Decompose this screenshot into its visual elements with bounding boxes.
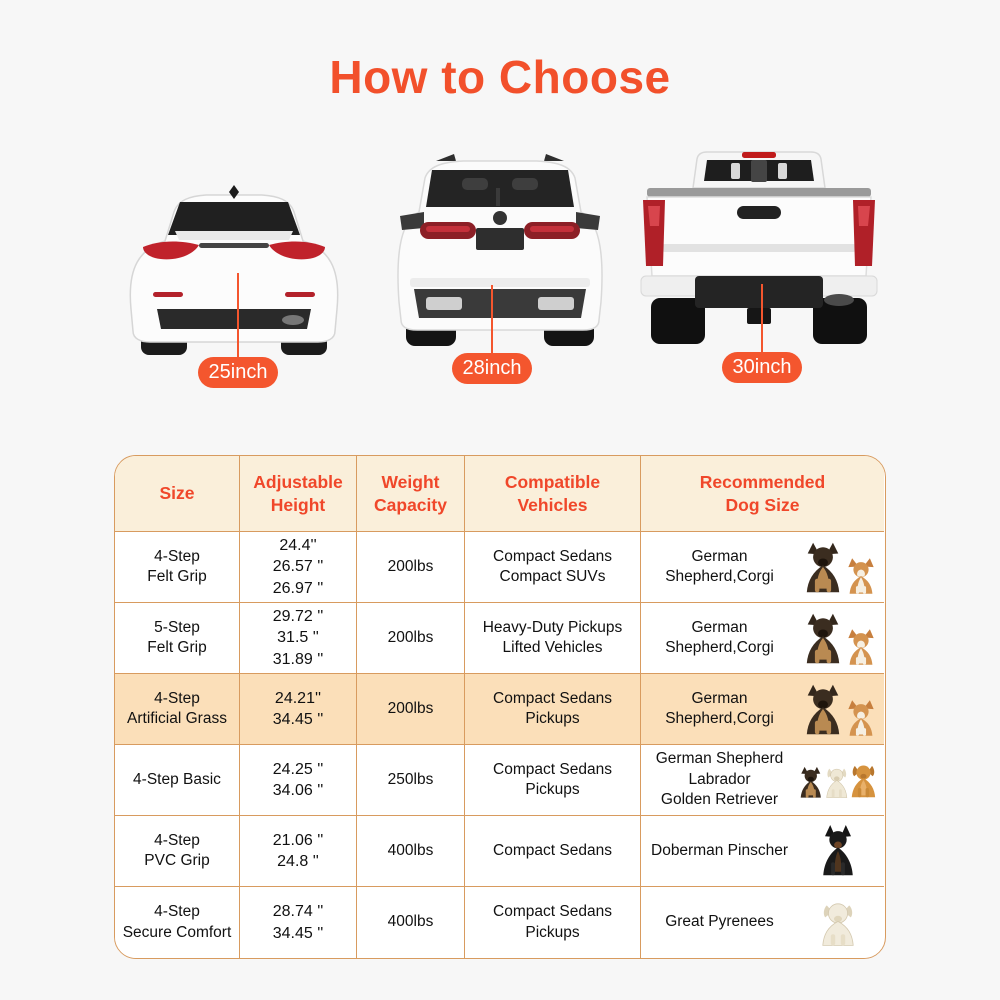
row-size: 4-Step Secure Comfort: [115, 887, 240, 958]
row-heights: 24.21'' 34.45 '': [240, 674, 357, 745]
height-badge: 30inch: [722, 352, 802, 383]
row-dogs: German Shepherd,Corgi: [641, 674, 884, 745]
row-size: 4-Step Basic: [115, 745, 240, 816]
row-heights: 24.4'' 26.57 '' 26.97 '': [240, 532, 357, 603]
pickup-rear-illustration: [633, 146, 885, 378]
page-title: How to Choose: [329, 51, 671, 103]
column-header-recommended-dog-size: Recommended Dog Size: [641, 456, 884, 532]
corgi-icon: [842, 699, 880, 737]
row-size: 4-Step Artificial Grass: [115, 674, 240, 745]
golden-retriever-icon: [845, 754, 882, 806]
row-vehicles: Compact Sedans Pickups: [465, 887, 641, 958]
row-capacity: 200lbs: [357, 532, 465, 603]
row-capacity: 400lbs: [357, 887, 465, 958]
row-capacity: 400lbs: [357, 816, 465, 887]
row-capacity: 200lbs: [357, 603, 465, 674]
row-vehicles: Compact Sedans Pickups: [465, 745, 641, 816]
row-size: 5-Step Felt Grip: [115, 603, 240, 674]
row-vehicles: Compact Sedans Pickups: [465, 674, 641, 745]
corgi-icon: [842, 557, 880, 595]
row-size: 4-Step PVC Grip: [115, 816, 240, 887]
row-vehicles: Compact Sedans: [465, 816, 641, 887]
sedan-rear-icon: [113, 183, 355, 361]
row-dogs: Great Pyrenees: [641, 887, 884, 958]
sedan-rear-illustration: [113, 183, 355, 383]
column-header-adjustable-height: Adjustable Height: [240, 456, 357, 532]
suv-rear-illustration: [384, 150, 616, 379]
corgi-icon: [842, 628, 880, 666]
height-pointer-line: [237, 273, 239, 358]
height-pointer-line: [491, 285, 493, 355]
row-dogs: German Shepherd,Corgi: [641, 603, 884, 674]
column-header-compatible-vehicles: Compatible Vehicles: [465, 456, 641, 532]
row-capacity: 200lbs: [357, 674, 465, 745]
row-heights: 28.74 '' 34.45 '': [240, 887, 357, 958]
row-size: 4-Step Felt Grip: [115, 532, 240, 603]
comparison-table: [114, 455, 886, 959]
row-vehicles: Heavy-Duty Pickups Lifted Vehicles: [465, 603, 641, 674]
row-heights: 21.06 '' 24.8 '': [240, 816, 357, 887]
doberman-pinscher-icon: [812, 822, 864, 880]
suv-rear-icon: [384, 150, 616, 362]
row-heights: 29.72 '' 31.5 '' 31.89 '': [240, 603, 357, 674]
height-pointer-line: [761, 284, 763, 354]
row-capacity: 250lbs: [357, 745, 465, 816]
great-pyrenees-icon: [814, 897, 862, 949]
pickup-truck-rear-icon: [633, 146, 885, 360]
row-dogs: German Shepherd Labrador Golden Retriever: [641, 745, 884, 816]
height-badge: 25inch: [198, 357, 278, 388]
row-dogs: German Shepherd,Corgi: [641, 532, 884, 603]
row-heights: 24.25 '' 34.06 '': [240, 745, 357, 816]
column-header-weight-capacity: Weight Capacity: [357, 456, 465, 532]
row-dogs: Doberman Pinscher: [641, 816, 884, 887]
height-badge: 28inch: [452, 353, 532, 384]
row-vehicles: Compact Sedans Compact SUVs: [465, 532, 641, 603]
column-header-size: Size: [115, 456, 240, 532]
